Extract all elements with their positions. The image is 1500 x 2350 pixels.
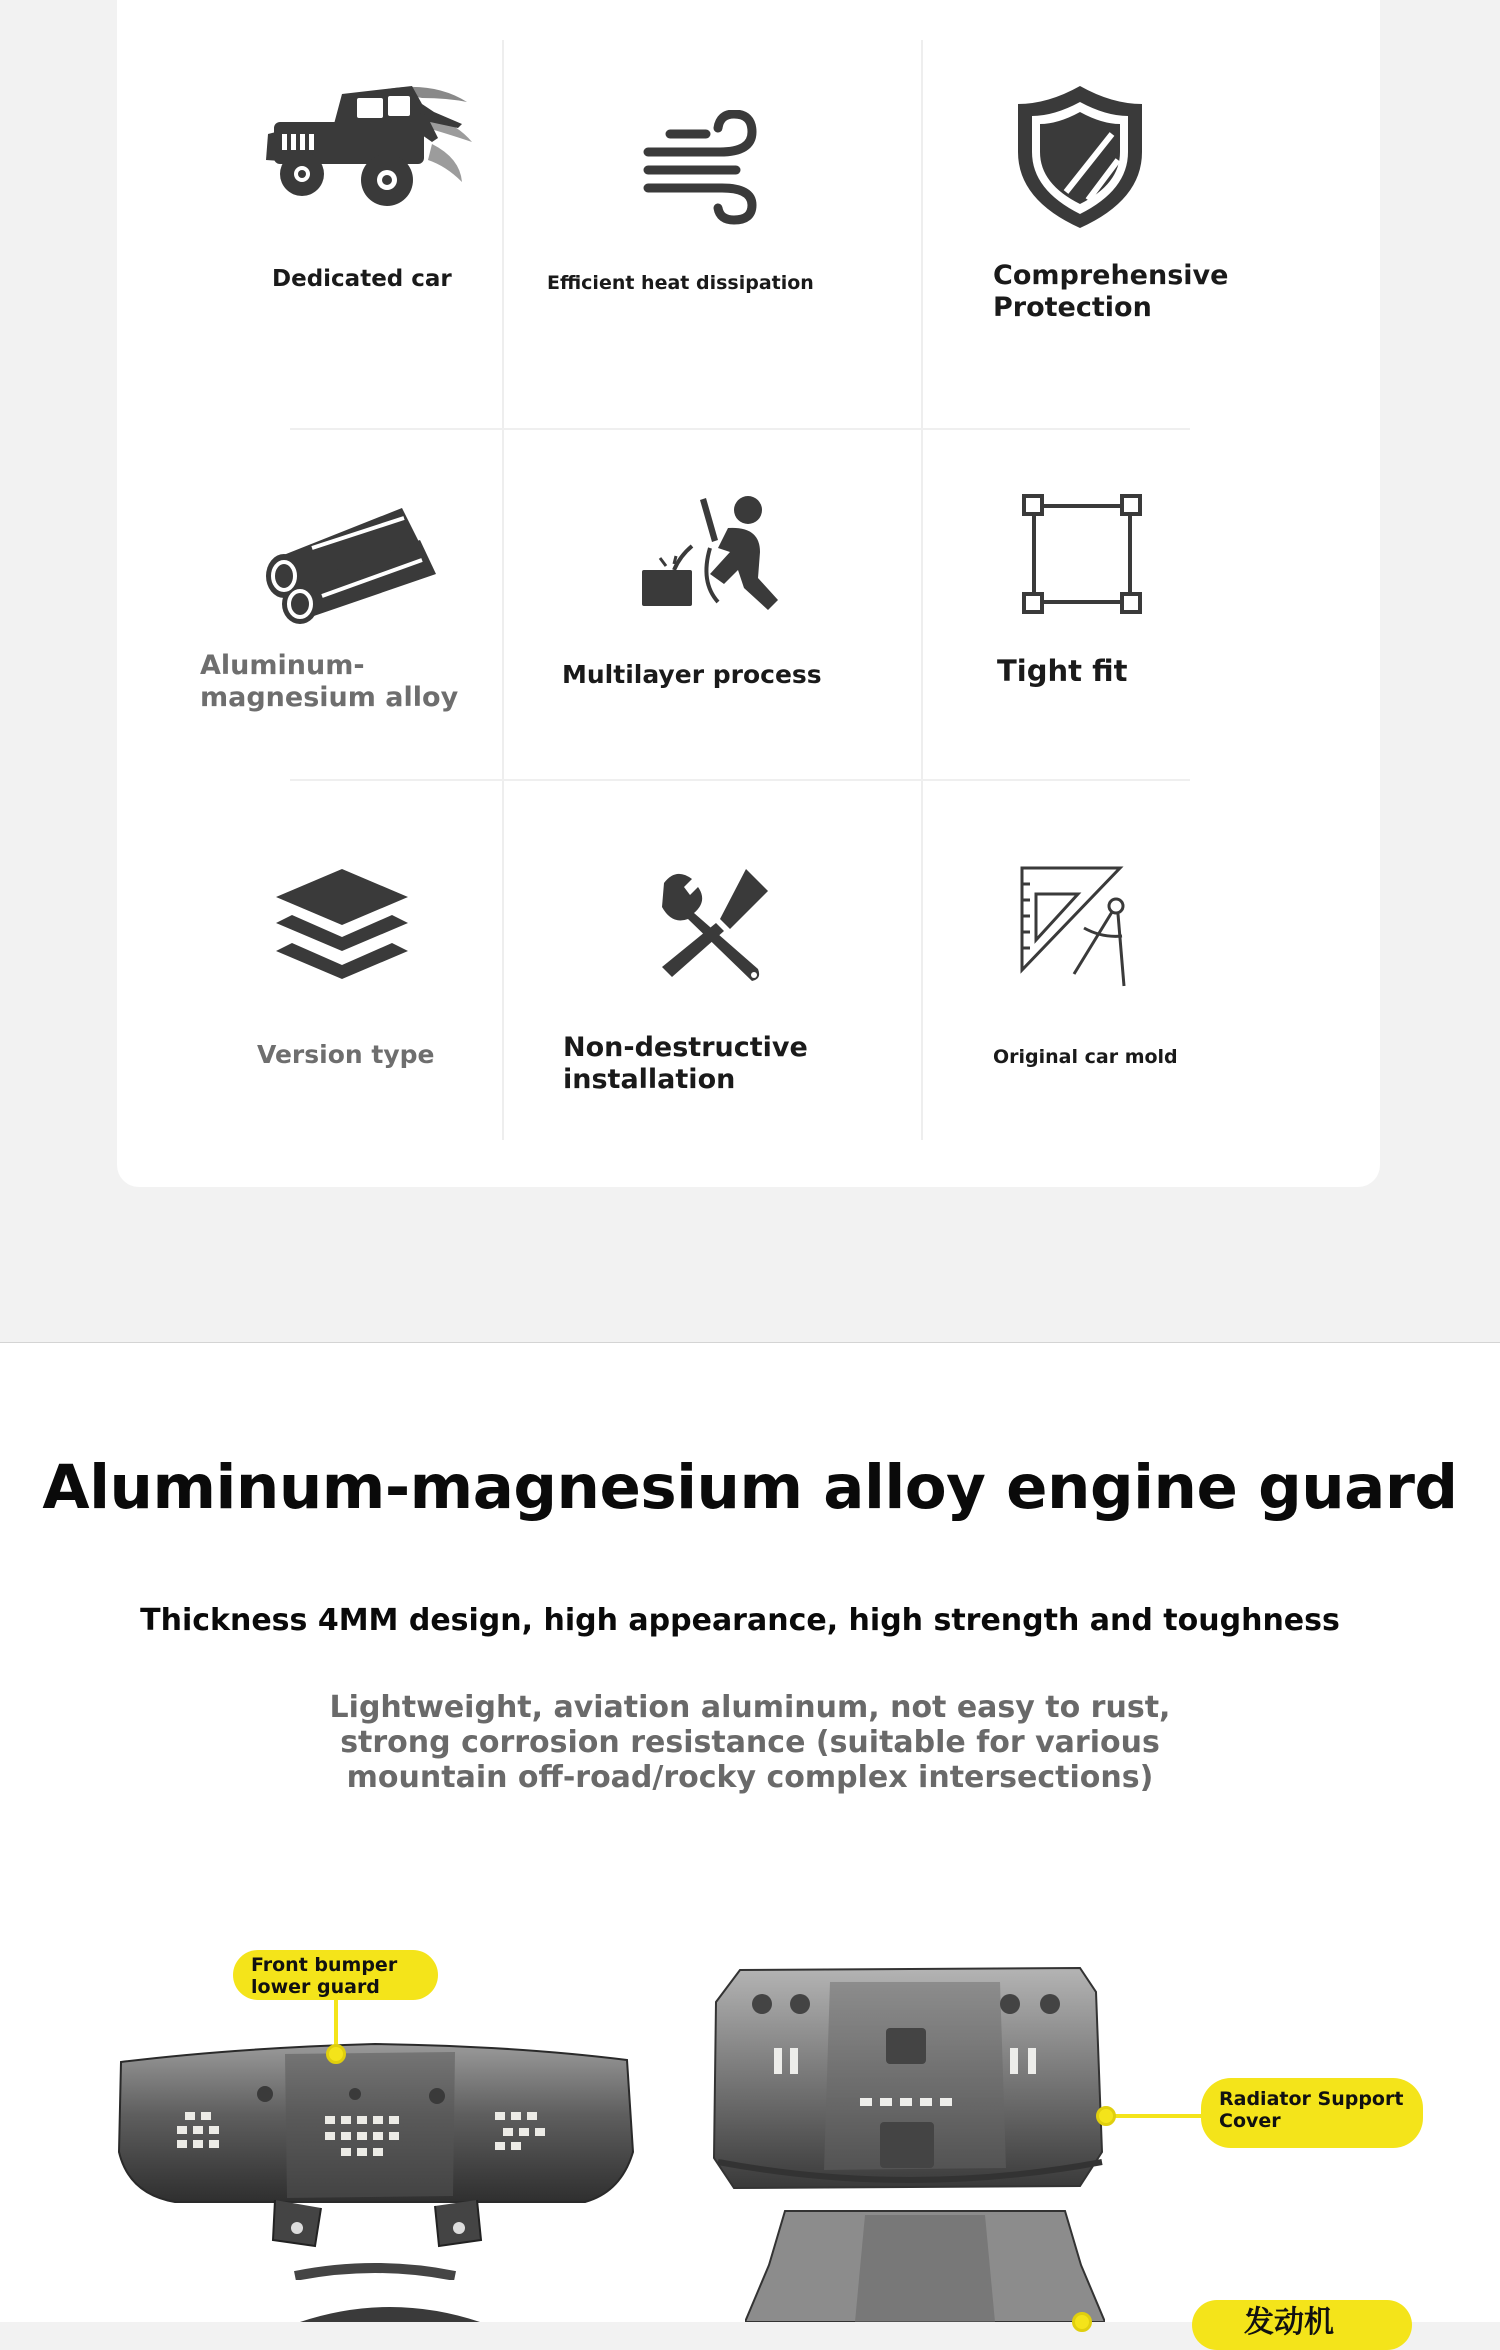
frame-icon	[1020, 492, 1145, 617]
part-label-line: Cover	[1219, 2110, 1281, 2132]
callout-line	[1104, 2114, 1216, 2118]
part-label-line: Front bumper	[251, 1954, 398, 1976]
part-label-line: Radiator Support	[1219, 2088, 1404, 2110]
layers-icon	[272, 865, 412, 990]
part-label-line: lower guard	[251, 1976, 380, 1998]
description-line: strong corrosion resistance (suitable for various	[340, 1725, 1160, 1760]
feature-label: Tight fit	[997, 654, 1128, 688]
radiator-support-cover-image	[710, 1962, 1110, 2212]
feature-label: Dedicated car	[272, 266, 452, 292]
feature-label: Comprehensive Protection	[993, 260, 1229, 324]
product-description	[0, 1690, 1500, 1795]
welder-icon	[640, 492, 780, 612]
drafting-icon	[1018, 864, 1133, 989]
skid-plate-image	[290, 2298, 490, 2322]
part-label-engine	[1192, 2300, 1412, 2350]
feature-label: Efficient heat dissipation	[547, 272, 814, 294]
feature-label: Aluminum-magnesium alloy	[200, 650, 459, 714]
pipes-icon	[252, 500, 447, 625]
grid-divider	[502, 40, 504, 1140]
wind-icon	[640, 110, 765, 225]
part-label-front-bumper	[233, 1950, 438, 2000]
grid-divider	[290, 779, 1190, 781]
feature-label: Original car mold	[993, 1046, 1178, 1068]
callout-dot	[1072, 2312, 1092, 2332]
front-bumper-guard-image	[115, 2040, 635, 2280]
description-line: mountain off-road/rocky complex intersections)	[346, 1760, 1154, 1795]
car-icon	[262, 82, 472, 217]
feature-label: Version type	[257, 1040, 435, 1069]
feature-label: Multilayer process	[562, 660, 822, 689]
callout-dot	[1096, 2106, 1116, 2126]
shield-icon	[1014, 82, 1146, 232]
callout-dot	[326, 2044, 346, 2064]
part-label-radiator-support	[1201, 2078, 1423, 2148]
feature-label: Non-destructive installation	[563, 1032, 808, 1096]
tools-icon	[650, 865, 775, 990]
product-title: Aluminum-magnesium alloy engine guard	[42, 1452, 1458, 1523]
product-subtitle: Thickness 4MM design, high appearance, high strength and toughness	[140, 1603, 1340, 1638]
engine-guard-image	[745, 2205, 1105, 2322]
grid-divider	[921, 40, 923, 1140]
grid-divider	[290, 428, 1190, 430]
description-line: Lightweight, aviation aluminum, not easy to rust,	[329, 1690, 1171, 1725]
part-label-line: 发动机	[1244, 2305, 1334, 2340]
